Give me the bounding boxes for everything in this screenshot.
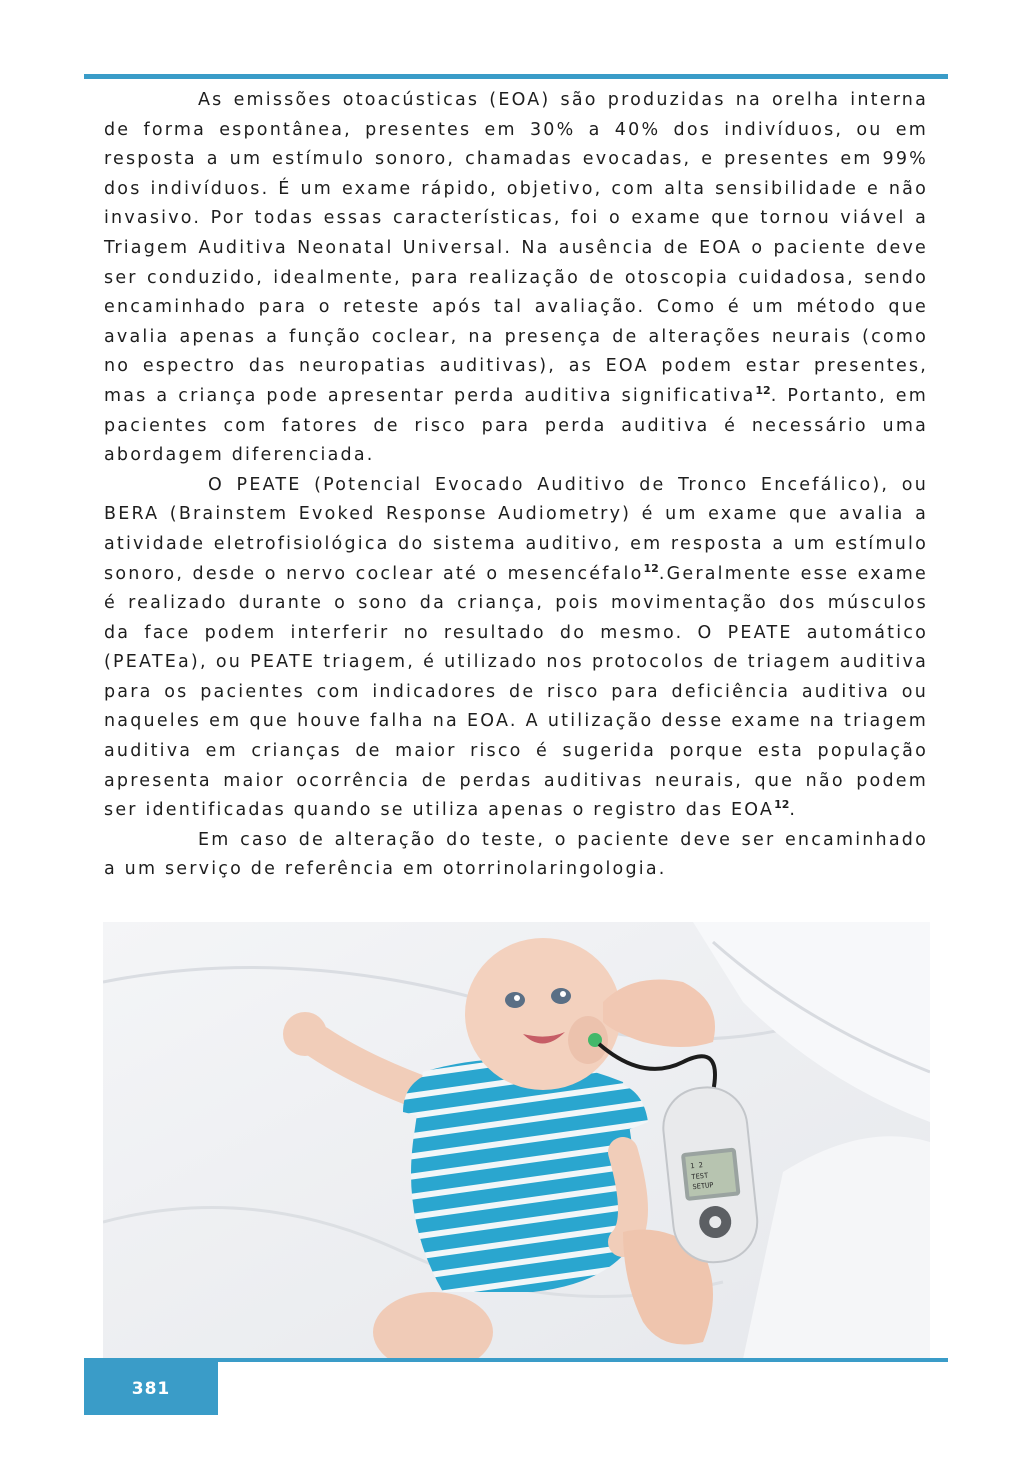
svg-text:SETUP: SETUP xyxy=(692,1181,714,1192)
striped-onesie xyxy=(411,1059,643,1292)
page-number-box xyxy=(84,1362,218,1415)
top-rule xyxy=(84,74,948,79)
body-text xyxy=(104,86,928,885)
svg-text:TEST: TEST xyxy=(691,1171,709,1182)
reference-mark: 12 xyxy=(774,798,790,812)
reference-mark: 12 xyxy=(755,384,771,398)
reference-mark: 12 xyxy=(643,561,659,575)
page-number: 381 xyxy=(131,1378,171,1399)
baby-hearing-test-photo xyxy=(103,922,930,1359)
svg-text:1 2: 1 2 xyxy=(689,1161,704,1171)
baby-head xyxy=(465,938,621,1090)
photo-illustration xyxy=(103,922,930,1359)
paragraph-referral: Em caso de alteração do teste, o paciente deve ser encaminhado a um serviço de referência em otorrinolaringologia. xyxy=(104,829,928,880)
paragraph-eoa: As emissões otoacústicas (EOA) são produzidas na orelha interna de forma espontânea, presentes em 30% a 40% dos indivíduos, ou em resposta a um estímulo sonoro, chamadas evocadas, e presentes em 99% dos indivíduos. É um exame rápido, objetivo, com alta sensibilidade e não invasivo. Por todas essas características, foi o exame que tornou viável a Triagem Auditiva Neonatal Universal. Na ausência de EOA o paciente deve ser conduzido, idealmente, para realização de otoscopia cuidadosa, sendo encaminhado para o reteste após tal avaliação. Como é um método que avalia apenas a função coclear, na presença de alterações neurais (como no espectro das neuropatias auditivas), as EOA podem estar presentes, mas a criança pode apresentar perda auditiva significativa$^{12}$. Portanto, em pacientes com fatores de risco para perda auditiva é necessário uma abordagem diferenciada. xyxy=(104,90,928,466)
paragraph-peate: O PEATE (Potencial Evocado Auditivo de Tronco Encefálico), ou BERA (Brainstem Evoked Response Audiometry) é um exame que avalia a atividade eletrofisiológica do sistema auditivo, em resposta a um estímulo sonoro, desde o nervo coclear até o mesencéfalo$^{12}$.Geralmente esse exame é realizado durante o sono da criança, pois movimentação dos músculos da face podem interferir no resultado do mesmo. O PEATE automático (PEATEa), ou PEATE triagem, é utilizado nos protocolos de triagem auditiva para os pacientes com indicadores de risco para deficiência auditiva ou naqueles em que houve falha na EOA. A utilização desse exame na triagem auditiva em crianças de maior risco é sugerida porque esta população apresenta maior ocorrência de perdas auditivas neurais, que não podem ser identificadas quando se utiliza apenas o registro das EOA$^{12}$. xyxy=(104,474,928,821)
